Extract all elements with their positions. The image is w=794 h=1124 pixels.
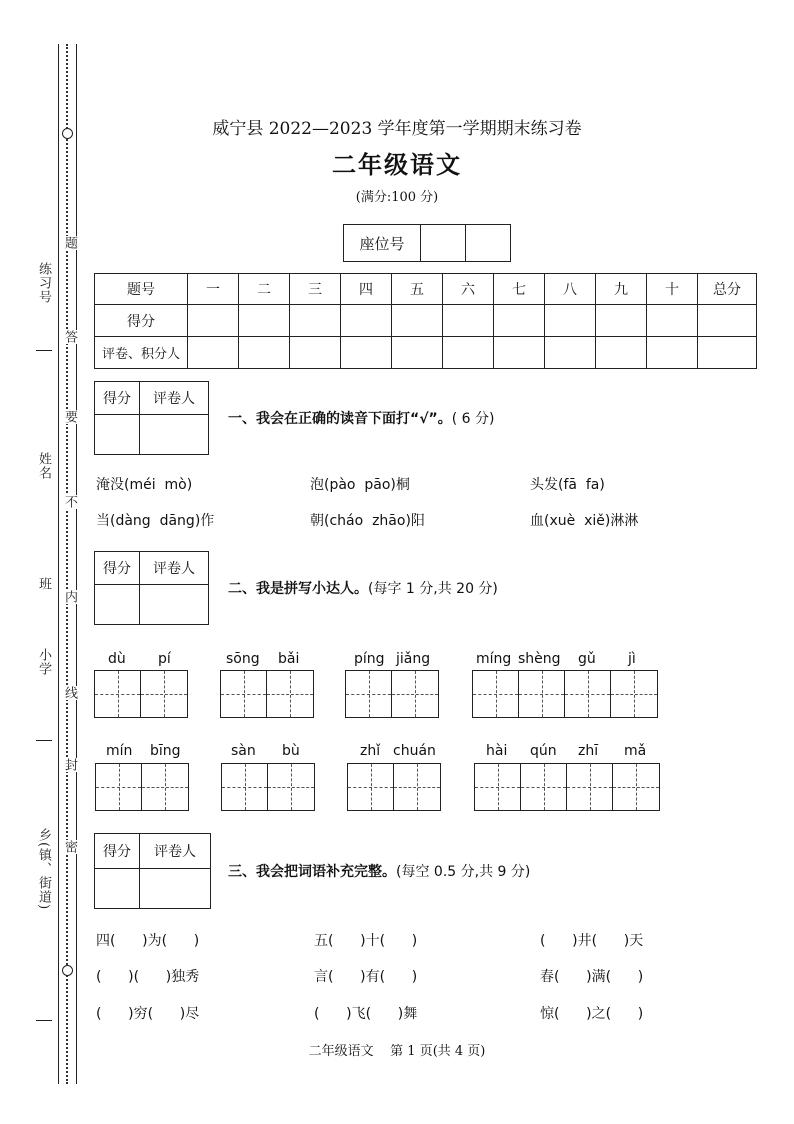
score-table-header: 六 <box>443 274 494 305</box>
pronunciation-item[interactable]: 血(xuè xiě)淋淋 <box>530 513 639 529</box>
score-table-header: 八 <box>545 274 596 305</box>
score-table-header: 总分 <box>698 274 757 305</box>
scorer-grader-label: 评卷人 <box>140 552 209 585</box>
pinyin-label: zhī <box>578 743 599 759</box>
grader-cell[interactable] <box>290 337 341 369</box>
section3-heading <box>228 861 530 881</box>
grader-cell[interactable] <box>239 337 290 369</box>
exam-number-label: 练习号 <box>36 262 51 304</box>
binding-hole-bottom <box>62 965 73 976</box>
binding-warning-char: 密 <box>62 840 77 854</box>
pinyin-label: chuán <box>393 743 436 759</box>
score-cell[interactable] <box>494 305 545 337</box>
score-table-header: 一 <box>188 274 239 305</box>
grader-cell[interactable] <box>596 337 647 369</box>
pinyin-label: shèng <box>518 651 561 667</box>
seat-number-box <box>343 224 511 262</box>
seat-number-label: 座位号 <box>344 225 421 262</box>
idiom-item[interactable]: 春( )满( ) <box>540 969 644 985</box>
grader-row-label: 评卷、积分人 <box>95 337 188 369</box>
pinyin-label: bǎi <box>278 651 300 667</box>
town-label: 乡(镇、街道) <box>36 828 51 911</box>
score-table-header: 四 <box>341 274 392 305</box>
grader-cell[interactable] <box>545 337 596 369</box>
pronunciation-item[interactable]: 头发(fā fa) <box>530 477 605 493</box>
writing-grid[interactable] <box>345 670 439 718</box>
score-cell[interactable] <box>443 305 494 337</box>
score-table-header: 九 <box>596 274 647 305</box>
writing-grid[interactable] <box>474 763 660 811</box>
scorer-grader-label: 评卷人 <box>140 382 209 415</box>
scorer-score-cell[interactable] <box>95 869 140 909</box>
writing-grid[interactable] <box>220 670 314 718</box>
pronunciation-item[interactable]: 泡(pào pāo)桐 <box>310 477 410 493</box>
grader-cell[interactable] <box>647 337 698 369</box>
score-cell[interactable] <box>341 305 392 337</box>
pinyin-label: míng <box>476 651 512 667</box>
idiom-item[interactable]: 四( )为( ) <box>96 933 200 949</box>
section3-title: 三、我会把词语补充完整。 <box>228 864 396 880</box>
scorer-box-2 <box>94 551 209 625</box>
idiom-item[interactable]: ( )井( )天 <box>540 933 644 949</box>
exam-title: 威宁县 2022—2023 学年度第一学期期末练习卷 <box>212 119 582 139</box>
grader-cell[interactable] <box>494 337 545 369</box>
binding-warning-char: 要 <box>62 410 77 424</box>
pinyin-label: gǔ <box>578 651 596 667</box>
idiom-item[interactable]: 言( )有( ) <box>314 969 418 985</box>
score-table <box>94 273 757 369</box>
score-row-label: 得分 <box>95 305 188 337</box>
score-cell[interactable] <box>698 305 757 337</box>
binding-warning-char: 封 <box>62 758 77 772</box>
school-label: 小学 <box>36 648 51 676</box>
pinyin-label: zhǐ <box>360 743 381 759</box>
score-cell[interactable] <box>647 305 698 337</box>
pinyin-label: jiǎng <box>396 651 431 667</box>
writing-grid[interactable] <box>472 670 658 718</box>
pinyin-label: bīng <box>150 743 181 759</box>
idiom-item[interactable]: 五( )十( ) <box>314 933 418 949</box>
binding-warning-char: 不 <box>62 495 77 509</box>
score-cell[interactable] <box>188 305 239 337</box>
binding-warning-char: 答 <box>62 330 77 344</box>
score-cell[interactable] <box>392 305 443 337</box>
scorer-grader-cell[interactable] <box>140 415 209 455</box>
pinyin-label: jì <box>628 651 636 667</box>
school-line <box>36 740 52 741</box>
section1-title: 一、我会在正确的读音下面打“√”。 <box>228 411 452 427</box>
section2-heading <box>228 578 498 598</box>
idiom-item[interactable]: ( )( )独秀 <box>96 969 200 985</box>
pinyin-label: bù <box>282 743 300 759</box>
writing-grid[interactable] <box>347 763 441 811</box>
pronunciation-item[interactable]: 当(dàng dāng)作 <box>96 513 215 529</box>
score-cell[interactable] <box>239 305 290 337</box>
class-label: 班 <box>36 577 51 591</box>
subject-title: 二年级语文 <box>332 150 462 179</box>
score-table-header: 二 <box>239 274 290 305</box>
score-cell[interactable] <box>545 305 596 337</box>
score-cell[interactable] <box>290 305 341 337</box>
pronunciation-item[interactable]: 淹没(méi mò) <box>96 477 193 493</box>
grader-cell[interactable] <box>392 337 443 369</box>
score-cell[interactable] <box>596 305 647 337</box>
scorer-score-cell[interactable] <box>95 415 140 455</box>
grader-cell[interactable] <box>341 337 392 369</box>
pinyin-label: píng <box>354 651 385 667</box>
scorer-score-label: 得分 <box>95 382 140 415</box>
binding-warning-char: 内 <box>62 590 77 604</box>
section3-points: (每空 0.5 分,共 9 分) <box>396 864 531 880</box>
idiom-item[interactable]: ( )飞( )舞 <box>314 1006 418 1022</box>
scorer-box-1 <box>94 381 209 455</box>
pronunciation-item[interactable]: 朝(cháo zhāo)阳 <box>310 513 425 529</box>
grader-cell[interactable] <box>698 337 757 369</box>
pinyin-label: dù <box>108 651 126 667</box>
scorer-grader-cell[interactable] <box>140 869 211 909</box>
score-table-header: 十 <box>647 274 698 305</box>
scorer-grader-cell[interactable] <box>140 585 209 625</box>
section2-points: (每字 1 分,共 20 分) <box>368 581 498 597</box>
full-score: (满分:100 分) <box>355 190 439 205</box>
page-footer: 二年级语文 第 1 页(共 4 页) <box>308 1044 486 1059</box>
section1-heading <box>228 408 494 428</box>
pinyin-label: sōng <box>226 651 260 667</box>
score-table-header: 五 <box>392 274 443 305</box>
section1-points: ( 6 分) <box>451 411 495 427</box>
writing-grid[interactable] <box>95 763 189 811</box>
pinyin-label: hài <box>486 743 508 759</box>
scorer-score-cell[interactable] <box>95 585 140 625</box>
pinyin-label: mǎ <box>624 743 647 759</box>
scorer-score-label: 得分 <box>95 552 140 585</box>
writing-grid[interactable] <box>221 763 315 811</box>
exam-number-line <box>36 350 52 351</box>
pinyin-label: qún <box>530 743 557 759</box>
writing-grid[interactable] <box>94 670 188 718</box>
grader-cell[interactable] <box>443 337 494 369</box>
town-line <box>36 1020 52 1021</box>
pinyin-label: mín <box>106 743 133 759</box>
scorer-box-3 <box>94 833 211 909</box>
binding-warning-char: 题 <box>62 236 77 250</box>
idiom-item[interactable]: ( )穷( )尽 <box>96 1006 200 1022</box>
binding-warning-char: 线 <box>62 686 77 700</box>
scorer-grader-label: 评卷人 <box>140 834 211 869</box>
name-label: 姓名 <box>36 452 51 480</box>
seat-number-cell[interactable] <box>466 225 511 262</box>
grader-cell[interactable] <box>188 337 239 369</box>
pinyin-label: sàn <box>231 743 256 759</box>
idiom-item[interactable]: 惊( )之( ) <box>540 1006 644 1022</box>
score-table-header: 七 <box>494 274 545 305</box>
seat-number-cell[interactable] <box>421 225 466 262</box>
section2-title: 二、我是拼写小达人。 <box>228 581 368 597</box>
score-table-header: 题号 <box>95 274 188 305</box>
scorer-score-label: 得分 <box>95 834 140 869</box>
score-table-header: 三 <box>290 274 341 305</box>
pinyin-label: pí <box>158 651 171 667</box>
